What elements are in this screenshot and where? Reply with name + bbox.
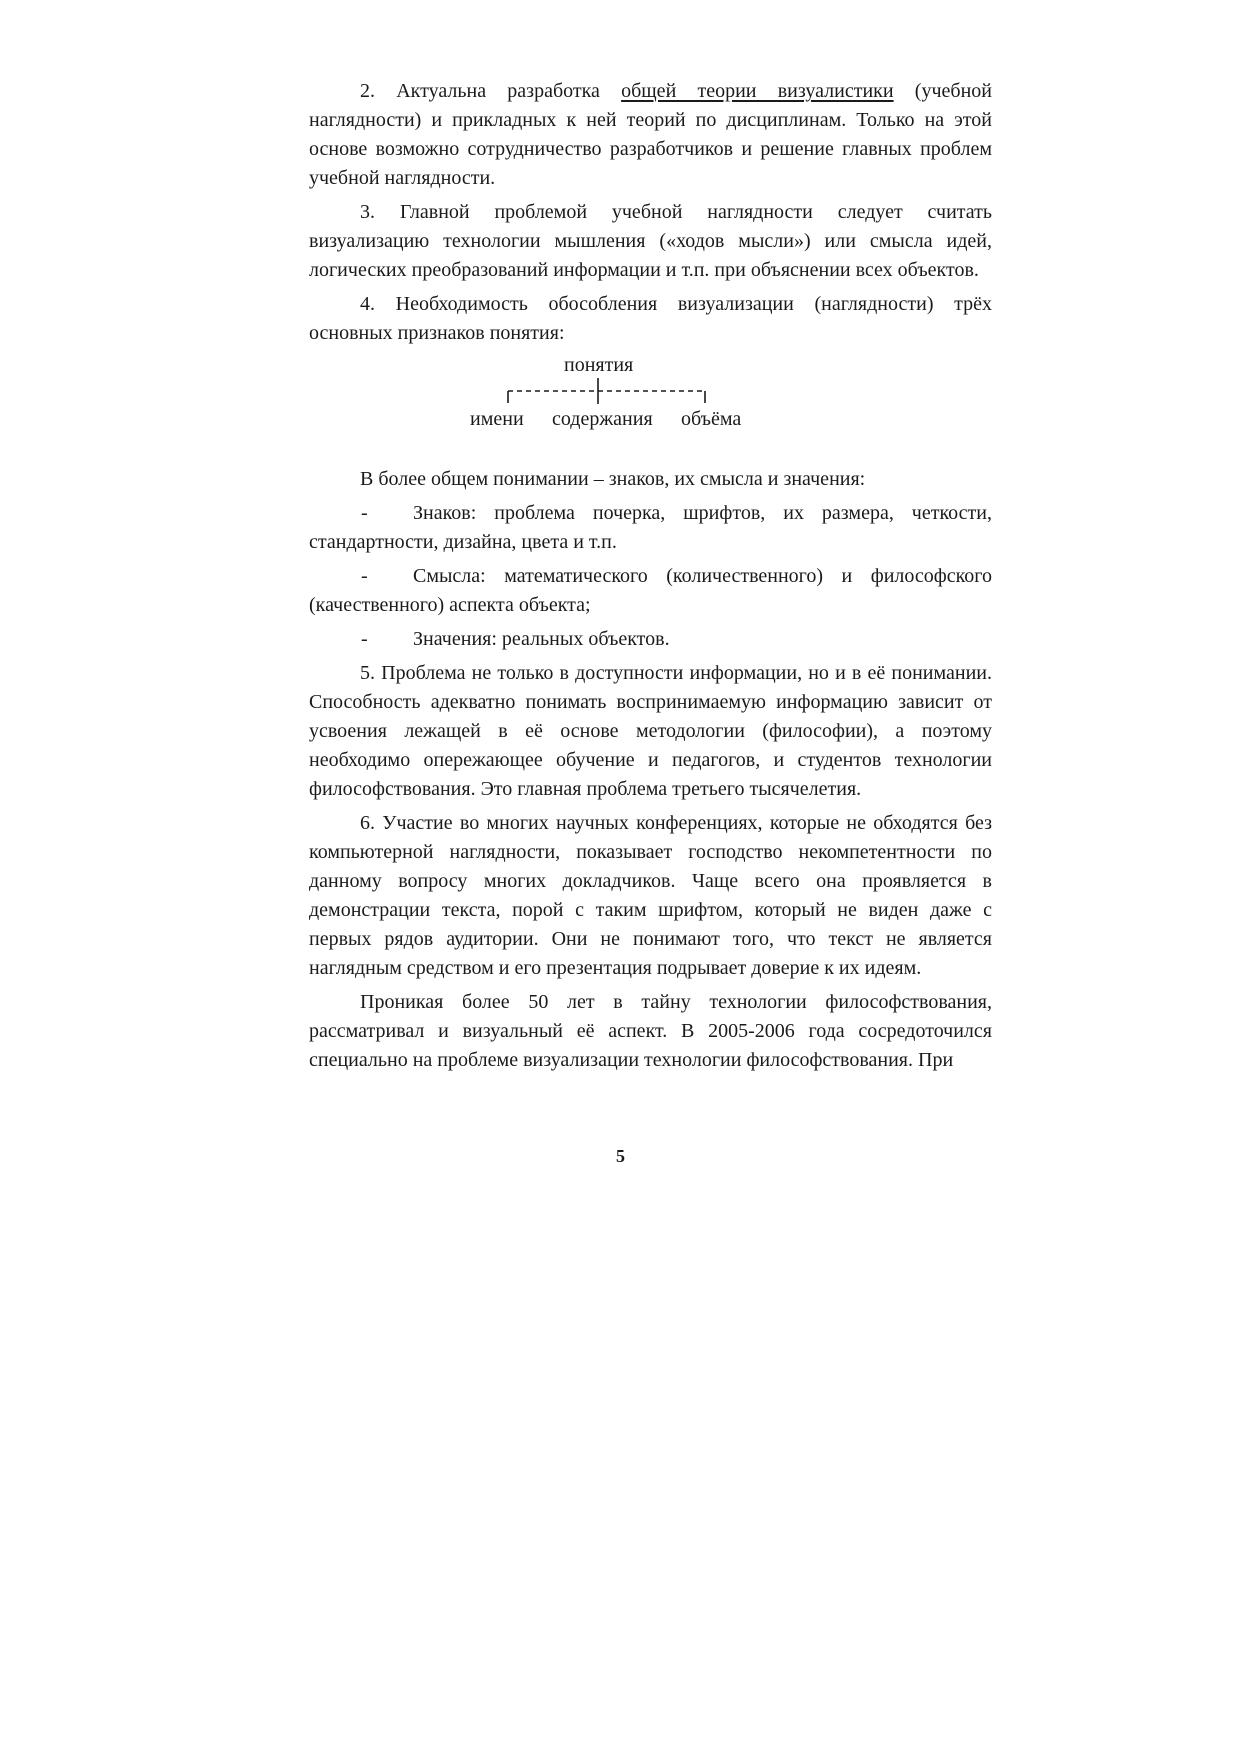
paragraph-4: 4. Необходимость обособления визуализации (наглядности) трёх основных признаков понятия:: [309, 293, 992, 344]
list-bullet: -: [361, 628, 368, 650]
list-bullet: -: [361, 502, 368, 524]
list-item-text: Знаков: проблема почерка, шрифтов, их размера, четкости, стандартности, дизайна, цвета и т.п.: [309, 502, 992, 553]
list-item-text: Значения: реальных объектов.: [413, 628, 670, 650]
paragraph-5: 5. Проблема не только в доступности информации, но и в её понимании. Способность адекватно понимать воспринимаемую информацию зависит от усвоения лежащей в её основе методологии (философии), а поэтому необходимо опережающее обучение и педагогов, и студентов технологии философствования. Это главная проблема третьего тысячелетия.: [309, 662, 992, 800]
concept-diagram: [309, 353, 992, 465]
diagram-child-label: имени: [470, 408, 524, 430]
list-item-text: Смысла: математического (количественного) и философского (качественного) аспекта объекта;: [309, 565, 992, 616]
page-body: [309, 77, 992, 1080]
page-number: 5: [616, 1146, 625, 1166]
paragraph-3: 3. Главной проблемой учебной наглядности следует считать визуализацию технологии мышления («ходов мысли») или смысла идей, логических преобразований информации и т.п. при объяснении всех объектов.: [309, 201, 992, 281]
paragraph-2-start: 2. Актуальна разработка: [360, 80, 622, 102]
paragraph-2: [309, 77, 992, 193]
diagram-child-label: содержания: [552, 408, 653, 430]
general-statement: В более общем понимании – знаков, их смысла и значения:: [360, 468, 866, 490]
list-item: [309, 625, 992, 654]
list-bullet: -: [361, 565, 368, 587]
paragraph-7: Проникая более 50 лет в тайну технологии философствования, рассматривал и визуальный её аспект. В 2005-2006 года сосредоточился специально на проблеме визуализации технологии философствования. При: [309, 991, 992, 1071]
diagram-root-label: понятия: [564, 354, 634, 376]
diagram-child-label: объёма: [681, 408, 742, 430]
list-item: [309, 499, 992, 557]
paragraph-2-end: (учебной наглядности) и прикладных к ней теорий по дисциплинам. Только на этой основе возможно сотрудничество разработчиков и решение главных проблем учебной наглядности.: [309, 80, 992, 189]
paragraph-6: 6. Участие во многих научных конференциях, которые не обходятся без компьютерной наглядности, показывает господство некомпетентности по данному вопросу многих докладчиков. Чаще всего она проявляется в демонстрации текста, порой с таким шрифтом, который не виден даже с первых рядов аудитории. Они не понимают того, что текст не является наглядным средством и его презентация подрывает доверие к их идеям.: [309, 812, 992, 979]
list-item: [309, 562, 992, 620]
underlined-term: общей теории визуалистики: [621, 80, 894, 102]
